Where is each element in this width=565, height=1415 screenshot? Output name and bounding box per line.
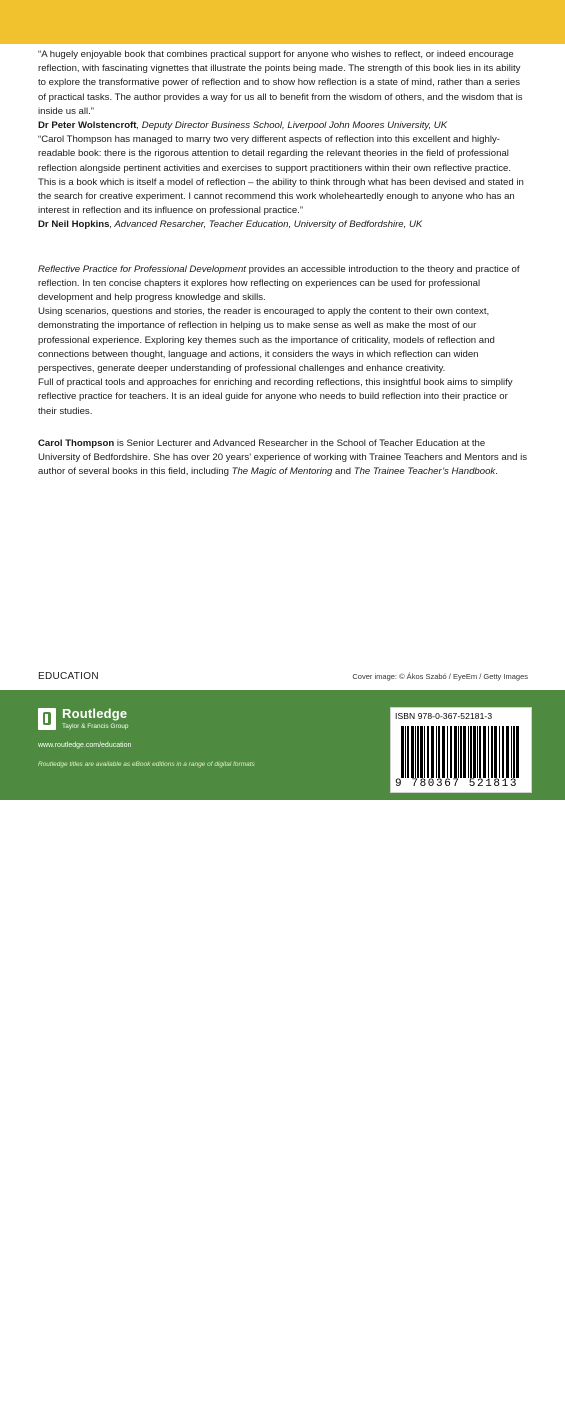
author-bio-end: .	[495, 466, 498, 478]
endorsement-1	[38, 48, 528, 133]
author-bio-text: is Senior Lecturer and Advanced Researcher in the School of Teacher Education at the University of Bedfordshire. She has over 20 years’ experience of working with Trainee Teachers and Mentors and is author of several books in this field, including	[38, 437, 527, 478]
author-bio-and: and	[332, 466, 354, 478]
isbn-barcode	[390, 707, 532, 793]
meta-row	[38, 671, 528, 685]
subject-label: EDUCATION	[38, 671, 99, 682]
ebook-note: Routledge titles are available as eBook editions in a range of digital formats	[38, 761, 255, 768]
endorsement-1-text: “A hugely enjoyable book that combines practical support for anyone who wishes to reflect, or indeed encourage reflection, with fascinating vignettes that illustrate the points being made. The strength of this book lies in its ability to explore the transformative power of reflection and to show how reflection is a state of mind, rather than a series of practical tasks. The author provides a way for us all to benefit from the wisdom of others, and the wisdom that is inside us all.”	[38, 49, 523, 117]
endorsement-2-text: “Carol Thompson has managed to marry two very different aspects of reflection into this excellent and highly-readable book: there is the rigorous attention to detail regarding the relevant theories in the field of professional reflection alongside pertinent activities and exercises to support practitioners within their own reflective practice. This is a book which is itself a model of reflection – the ability to think through what has been devised and stated in the search for creative experiment. I cannot recommend this work wholeheartedly enough to anyone who has an interest in reflection and its influence on professional practice.”	[38, 134, 524, 217]
publisher-url: www.routledge.com/education	[38, 742, 132, 749]
author-bio	[38, 437, 528, 480]
top-color-band	[0, 0, 565, 44]
description-paragraph-1	[38, 263, 528, 306]
cover-credit: Cover image: © Ákos Szabó / EyeEm / Getty Images	[352, 672, 528, 681]
endorser-1-affiliation: , Deputy Director Business School, Liverpool John Moores University, UK	[136, 120, 448, 132]
back-cover-text	[38, 48, 528, 479]
barcode-digits: 9 780367 521813	[395, 778, 519, 790]
endorsement-2	[38, 133, 528, 232]
publisher-group: Taylor & Francis Group	[62, 723, 129, 730]
barcode-icon	[401, 726, 519, 778]
endorser-2-name: Dr Neil Hopkins	[38, 219, 110, 231]
publisher-name: Routledge	[62, 706, 128, 721]
author-book-1: The Magic of Mentoring	[231, 466, 333, 478]
description-paragraph-2: Using scenarios, questions and stories, the reader is encouraged to apply the content to their own context, demonstrating the importance of reflection in helping us to make sense as well as make the most of our professional experience. Exploring key themes such as the importance of criticality, models of reflection and connections between thought, language and actions, it considers the ways in which reflection can widen perspectives, generate deeper understanding of professional challenges and enhance creativity.	[38, 306, 495, 375]
description-paragraph-3: Full of practical tools and approaches for enriching and recording reflections, this insightful book aims to simplify reflective practice for teachers. It is an ideal guide for anyone who needs to build reflection into their practice or their studies.	[38, 377, 513, 417]
book-title: Reflective Practice for Professional Development	[38, 263, 246, 275]
isbn-label: ISBN 978-0-367-52181-3	[395, 711, 493, 721]
routledge-logo-icon	[38, 708, 56, 730]
endorser-2-affiliation: , Advanced Resarcher, Teacher Education, University of Bedfordshire, UK	[109, 219, 423, 231]
author-book-2: The Trainee Teacher’s Handbook	[353, 466, 496, 478]
barcode-side-text: 90000	[529, 1398, 535, 1415]
endorser-1-name: Dr Peter Wolstencroft	[38, 120, 137, 132]
description-p1-text: provides an accessible introduction to the theory and practice of reflection. In ten concise chapters it explores how reflecting on experiences can be used for professional development and help progress knowledge and skills.	[38, 263, 520, 304]
author-name: Carol Thompson	[38, 437, 115, 449]
